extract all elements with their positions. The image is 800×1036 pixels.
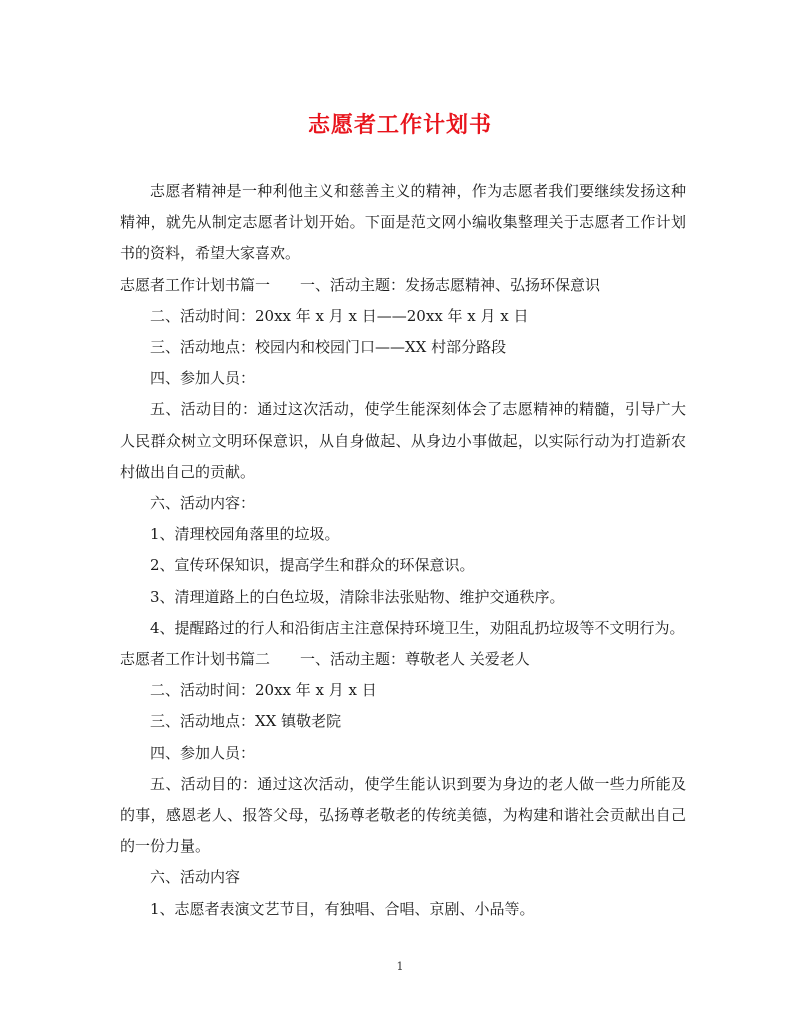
section1-place: 三、活动地点：校园内和校园门口——XX 村部分路段 xyxy=(150,338,507,357)
section2-heading-line xyxy=(120,644,686,675)
section1-item-2: 2、宣传环保知识，提高学生和群众的环保意识。 xyxy=(150,556,475,575)
section1-item-3: 3、清理道路上的白色垃圾，清除非法张贴物、维护交通秩序。 xyxy=(150,587,565,606)
section2-item-1: 1、志愿者表演文艺节目，有独唱、合唱、京剧、小品等。 xyxy=(150,899,535,918)
section1-label: 志愿者工作计划书篇一 xyxy=(120,275,271,294)
section1-purpose: 五、活动目的：通过这次活动，使学生能深刻体会了志愿精神的精髓，引导广大人民群众树立文明环保意识，从自身做起、从身边小事做起，以实际行动为打造新农村做出自己的贡献。 xyxy=(120,400,686,481)
section1-time: 二、活动时间：20xx 年 x 月 x 日——20xx 年 x 月 x 日 xyxy=(150,306,529,325)
section2-purpose: 五、活动目的：通过这次活动，使学生能认识到要为身边的老人做一些力所能及的事，感恩老人、报答父母，弘扬尊老敬老的传统美德，为构建和谐社会贡献出自己的一份力量。 xyxy=(120,774,686,856)
section2-content-heading: 六、活动内容 xyxy=(150,868,241,887)
section1-theme: 一、活动主题：发扬志愿精神、弘扬环保意识 xyxy=(300,275,601,294)
section2-label: 志愿者工作计划书篇二 xyxy=(120,650,271,669)
section1-item-4: 4、提醒路过的行人和沿街店主注意保持环境卫生，劝阻乱扔垃圾等不文明行为。 xyxy=(150,618,685,637)
page-number: 1 xyxy=(396,960,404,973)
document-body xyxy=(120,176,686,925)
section1-item-1: 1、清理校园角落里的垃圾。 xyxy=(150,525,340,544)
section2-place: 三、活动地点：XX 镇敬老院 xyxy=(150,712,342,731)
document-title: 志愿者工作计划书 xyxy=(307,112,492,138)
section1-content-heading: 六、活动内容： xyxy=(150,494,256,513)
section2-people: 四、参加人员： xyxy=(150,743,256,762)
intro-paragraph: 志愿者精神是一种利他主义和慈善主义的精神，作为志愿者我们要继续发扬这种精神，就先从制定志愿者计划开始。下面是范文网小编收集整理关于志愿者工作计划书的资料，希望大家喜欢。 xyxy=(120,182,686,263)
section2-time: 二、活动时间：20xx 年 x 月 x 日 xyxy=(150,681,377,700)
section2-theme: 一、活动主题：尊敬老人 关爱老人 xyxy=(300,650,530,669)
section1-people: 四、参加人员： xyxy=(150,369,256,388)
section1-heading-line xyxy=(120,270,686,301)
